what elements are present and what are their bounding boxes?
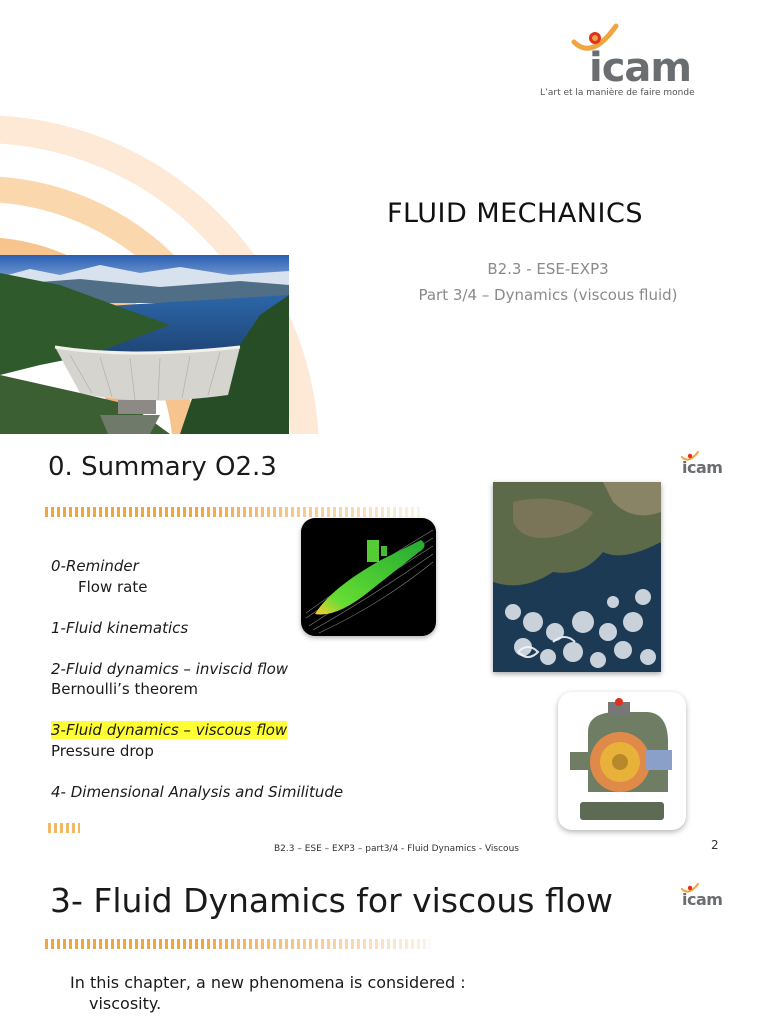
body-line: In this chapter, a new phenomena is considered : xyxy=(70,973,466,992)
satellite-image xyxy=(493,482,661,672)
list-item: 2-Fluid dynamics – inviscid flow xyxy=(51,659,289,678)
subtitle xyxy=(400,256,696,308)
page-number: 2 xyxy=(711,838,719,852)
summary-slide xyxy=(0,434,768,864)
subtitle-course: B2.3 - ESE-EXP3 xyxy=(487,260,609,278)
chapter-body xyxy=(70,972,466,1014)
list-item: 1-Fluid kinematics xyxy=(51,618,189,637)
pump-cutaway-image xyxy=(558,692,686,830)
slide-footer: B2.3 – ESE – EXP3 – part3/4 - Fluid Dynamics - Viscous xyxy=(274,844,519,854)
icam-logo xyxy=(0,0,768,110)
title-slide xyxy=(0,0,768,434)
list-item: 0-Reminder xyxy=(51,557,139,575)
list-subitem: Pressure drop xyxy=(51,741,154,760)
main-title: FLUID MECHANICS xyxy=(387,198,643,229)
summary-list xyxy=(51,556,343,802)
dam-photo xyxy=(0,255,289,434)
footer-dotted-rule xyxy=(48,823,80,833)
summary-title: 0. Summary O2.3 xyxy=(48,452,277,482)
chapter-title: 3- Fluid Dynamics for viscous flow xyxy=(50,881,613,920)
logo-wordmark: icam xyxy=(682,458,723,477)
icam-logo-small xyxy=(676,450,736,480)
logo-wordmark: icam xyxy=(589,45,692,91)
list-item: 4- Dimensional Analysis and Similitude xyxy=(51,782,344,801)
icam-logo-small xyxy=(676,882,736,912)
list-item-highlighted: 3-Fluid dynamics – viscous flow xyxy=(51,721,288,739)
logo-tagline: L’art et la manière de faire monde xyxy=(540,88,695,98)
title-dotted-rule xyxy=(45,939,430,949)
list-subitem: Bernoulli’s theorem xyxy=(51,680,198,698)
body-line: viscosity. xyxy=(89,994,162,1013)
title-dotted-rule xyxy=(45,507,420,517)
logo-wordmark: icam xyxy=(682,890,723,909)
subtitle-part: Part 3/4 – Dynamics (viscous fluid) xyxy=(418,286,678,304)
chapter-slide xyxy=(0,864,768,1024)
list-subitem: Flow rate xyxy=(78,577,148,596)
submarine-cfd-image xyxy=(301,518,436,636)
